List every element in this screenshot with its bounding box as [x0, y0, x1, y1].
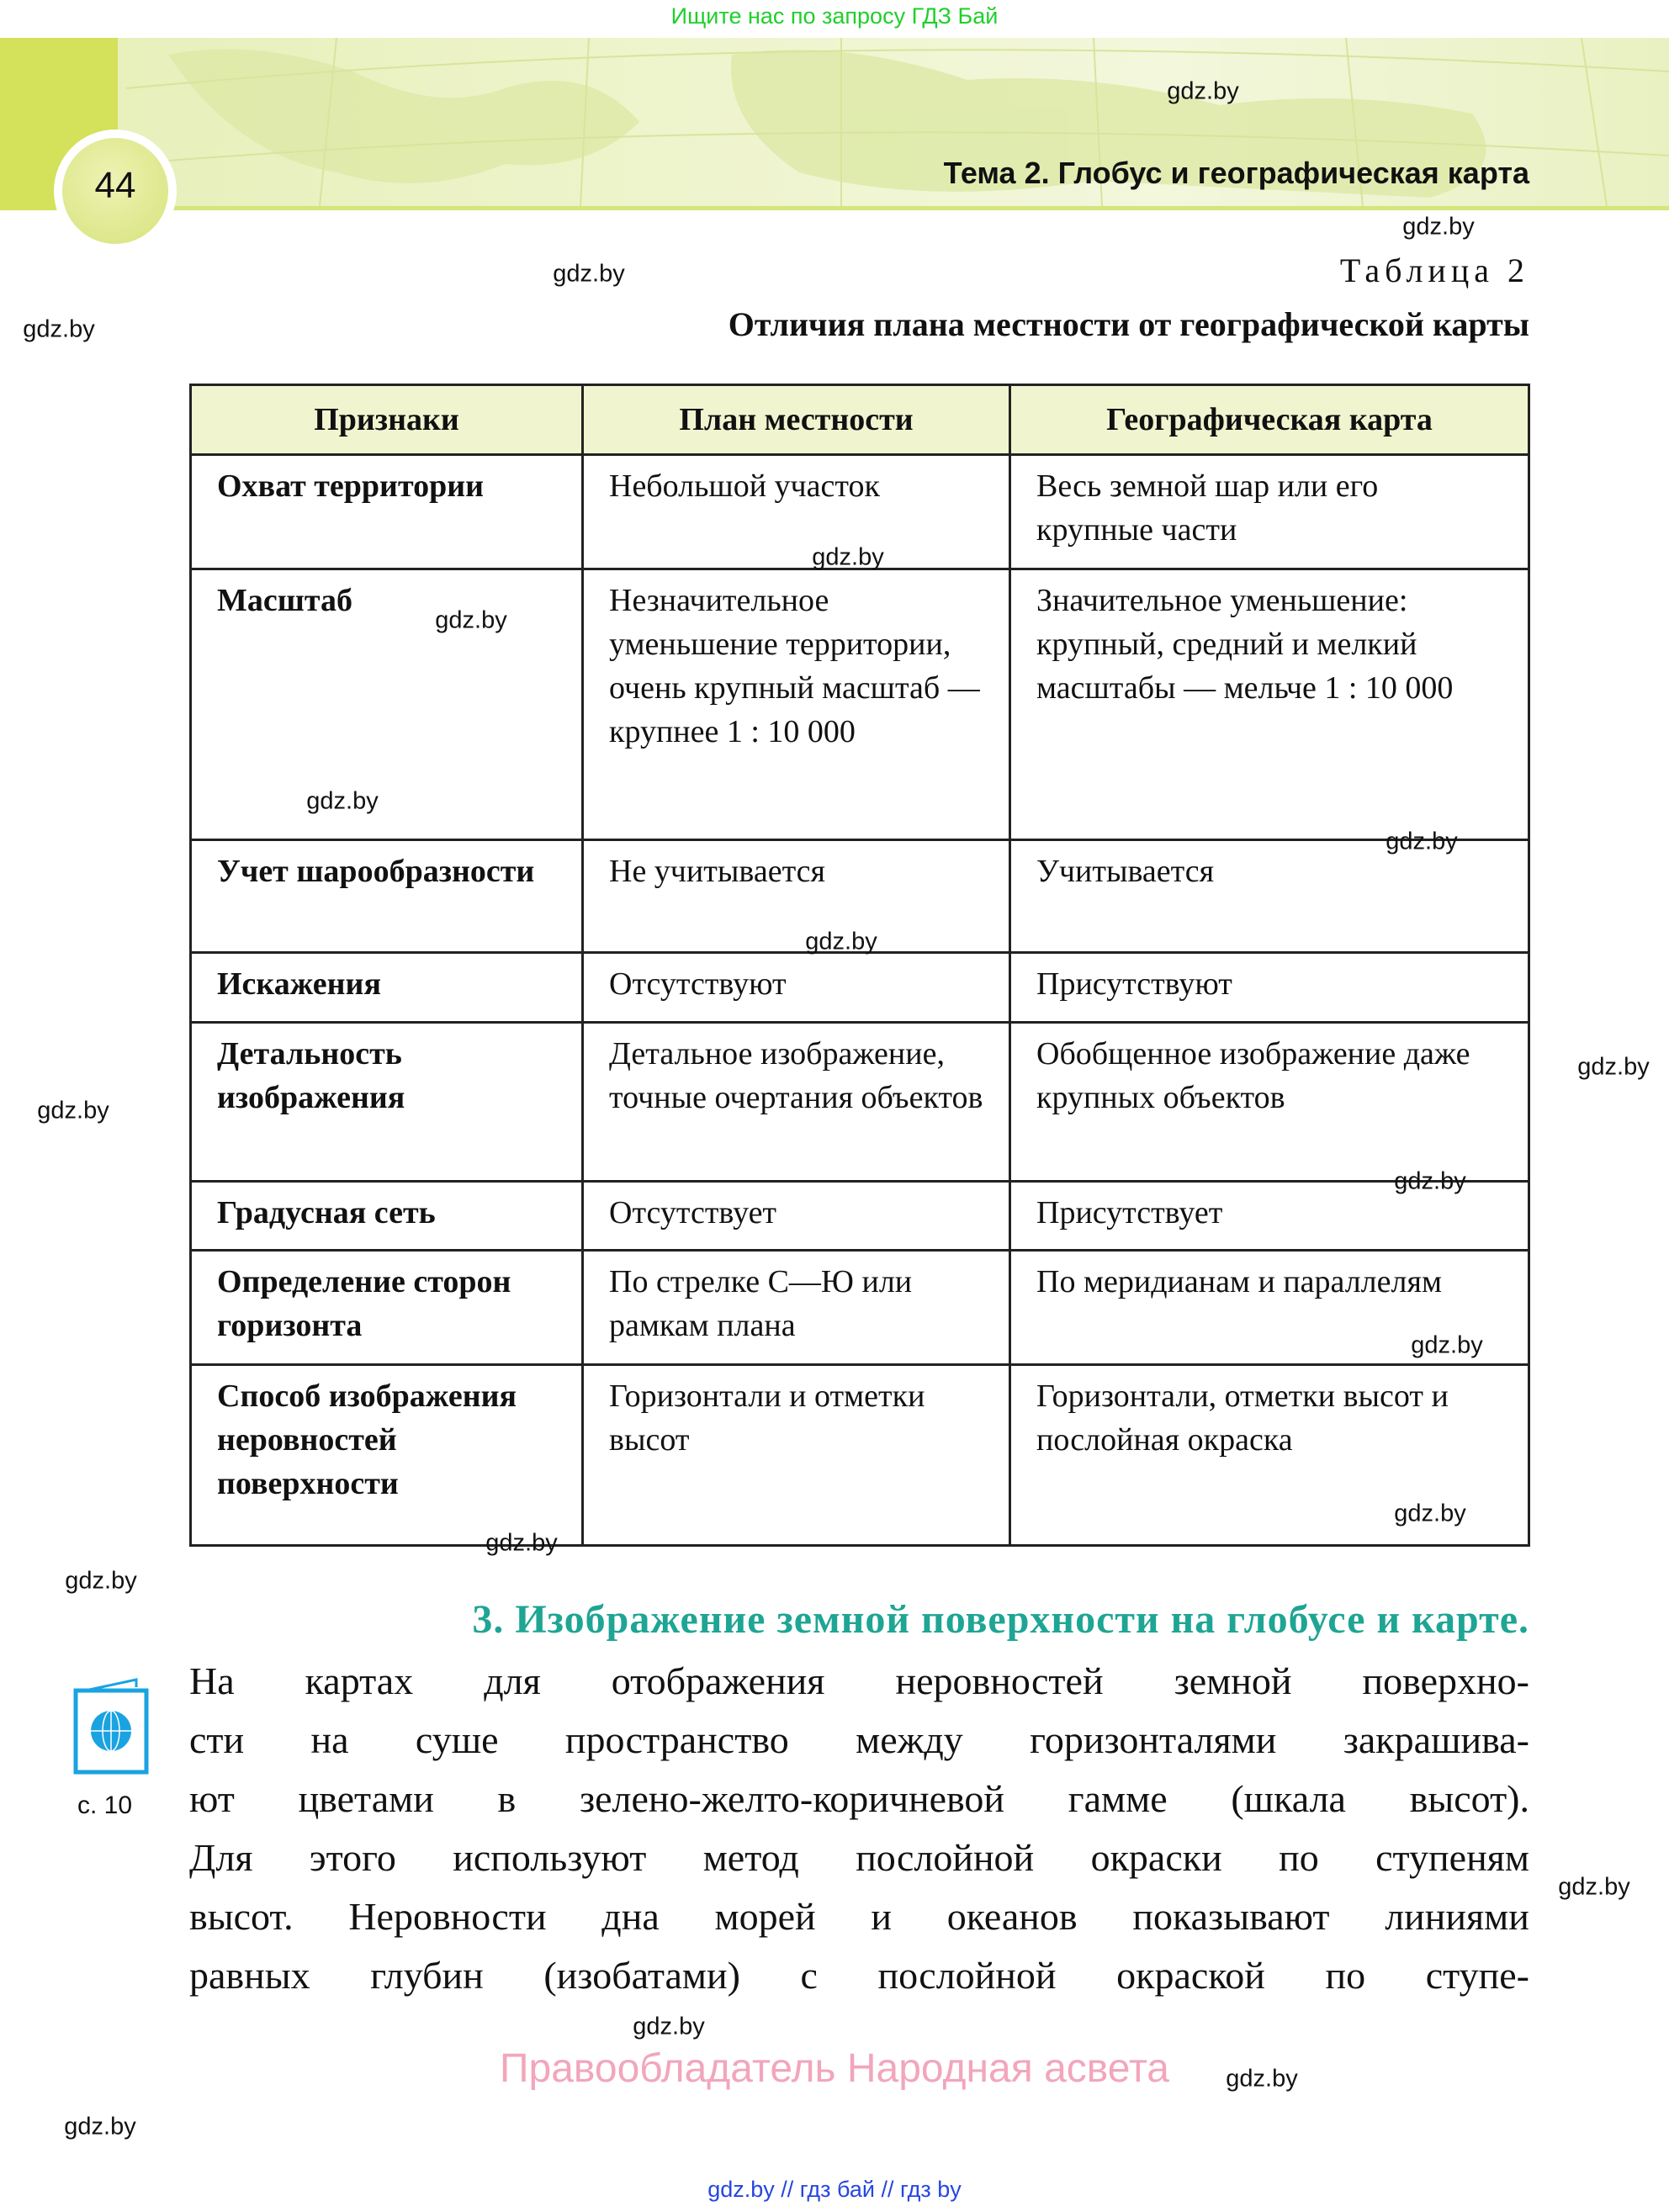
map-cell: Присутствуют [1010, 953, 1529, 1023]
watermark: gdz.by [37, 1097, 109, 1125]
plan-cell: Отсутствуют [583, 953, 1010, 1023]
text-line: сти на суше пространство между горизонталями закрашива- [189, 1718, 1529, 1761]
watermark: gdz.by [65, 1567, 137, 1595]
map-cell: Обобщенное изображение даже крупных объектов [1010, 1023, 1529, 1182]
section-heading: 3. Изображение земной поверхности на глобусе и карте. [472, 1597, 1529, 1642]
table-row [191, 953, 1529, 1023]
copyright-owner: Правообладатель Народная асвета [500, 2046, 1169, 2091]
watermark: gdz.by [1402, 213, 1475, 241]
watermark: gdz.by [1577, 1053, 1650, 1081]
plan-cell: По стрелке С—Ю или рамкам плана [583, 1251, 1010, 1365]
text-line: высот. Неровности дна морей и океанов показывают линиями [189, 1895, 1529, 1938]
map-cell: Значительное уменьшение: крупный, средний и мелкий масштабы — мельче 1 : 10 000 [1010, 569, 1529, 840]
watermark: gdz.by [633, 2013, 705, 2040]
watermark: gdz.by [1226, 2065, 1298, 2093]
column-header: Географическая карта [1010, 385, 1529, 455]
column-header: План местности [583, 385, 1010, 455]
column-header: Признаки [191, 385, 583, 455]
table-header-row [191, 385, 1529, 455]
plan-cell: Не учитывается [583, 840, 1010, 953]
plan-cell: Детальное изображение, точные очертания объектов [583, 1023, 1010, 1182]
map-cell: По меридианам и параллелям [1010, 1251, 1529, 1365]
watermark: gdz.by [805, 928, 877, 955]
watermark: gdz.by [485, 1529, 558, 1557]
watermark: gdz.by [553, 260, 625, 288]
watermark: gdz.by [23, 315, 95, 343]
map-cell: Весь земной шар или его крупные части [1010, 455, 1529, 569]
table-row [191, 1023, 1529, 1182]
watermark: gdz.by [435, 606, 507, 634]
plan-cell: Отсутствует [583, 1182, 1010, 1251]
text-line: ют цветами в зелено-желто-коричневой гамме (шкала высот). [189, 1777, 1529, 1820]
watermark: gdz.by [812, 543, 884, 571]
watermark: gdz.by [64, 2113, 136, 2141]
feature-cell: Учет шарообразности [191, 840, 583, 953]
map-cell: Горизонтали, отметки высот и послойная окраска [1010, 1365, 1529, 1546]
table-label: Таблица 2 [1339, 251, 1529, 289]
table-row [191, 1251, 1529, 1365]
theme-title: Тема 2. Глобус и географическая карта [943, 156, 1529, 190]
table-row [191, 1365, 1529, 1546]
plan-cell: Незначительное уменьшение территории, очень крупный масштаб — крупнее 1 : 10 000 [583, 569, 1010, 840]
map-cell: Присутствует [1010, 1182, 1529, 1251]
feature-cell: Искажения [191, 953, 583, 1023]
watermark: gdz.by [1411, 1331, 1483, 1359]
feature-cell: Определение сторон горизонта [191, 1251, 583, 1365]
atlas-book-icon[interactable] [73, 1675, 149, 1775]
watermark: gdz.by [1394, 1167, 1466, 1195]
watermark: gdz.by [1394, 1500, 1466, 1527]
watermark: gdz.by [1558, 1873, 1630, 1901]
page-number: 44 [94, 165, 136, 206]
watermark: gdz.by [1167, 77, 1239, 105]
text-line: равных глубин (изобатами) с послойной окраской по ступе- [189, 1954, 1529, 1997]
plan-cell: Небольшой участок [583, 455, 1010, 569]
feature-cell: Масштаб [191, 569, 583, 840]
text-line: Для этого используют метод послойной окраски по ступеням [189, 1836, 1529, 1879]
body-paragraph [189, 1652, 1529, 2005]
watermark: gdz.by [1386, 828, 1458, 855]
feature-cell: Способ изображения неровностей поверхности [191, 1365, 583, 1546]
bottom-links[interactable]: gdz.by // гдз бай // гдз by [707, 2177, 962, 2202]
feature-cell: Градусная сеть [191, 1182, 583, 1251]
feature-cell: Детальность изображения [191, 1023, 583, 1182]
table-row [191, 1182, 1529, 1251]
table-row [191, 569, 1529, 840]
page-reference[interactable]: с. 10 [77, 1791, 133, 1819]
plan-cell: Горизонтали и отметки высот [583, 1365, 1010, 1546]
table-title: Отличия плана местности от географической карты [728, 305, 1529, 343]
feature-cell: Охват территории [191, 455, 583, 569]
text-line: На картах для отображения неровностей земной поверхно- [189, 1659, 1529, 1702]
watermark: gdz.by [306, 787, 379, 815]
map-cell: Учитывается [1010, 840, 1529, 953]
search-banner[interactable]: Ищите нас по запросу ГДЗ Бай [670, 3, 999, 29]
